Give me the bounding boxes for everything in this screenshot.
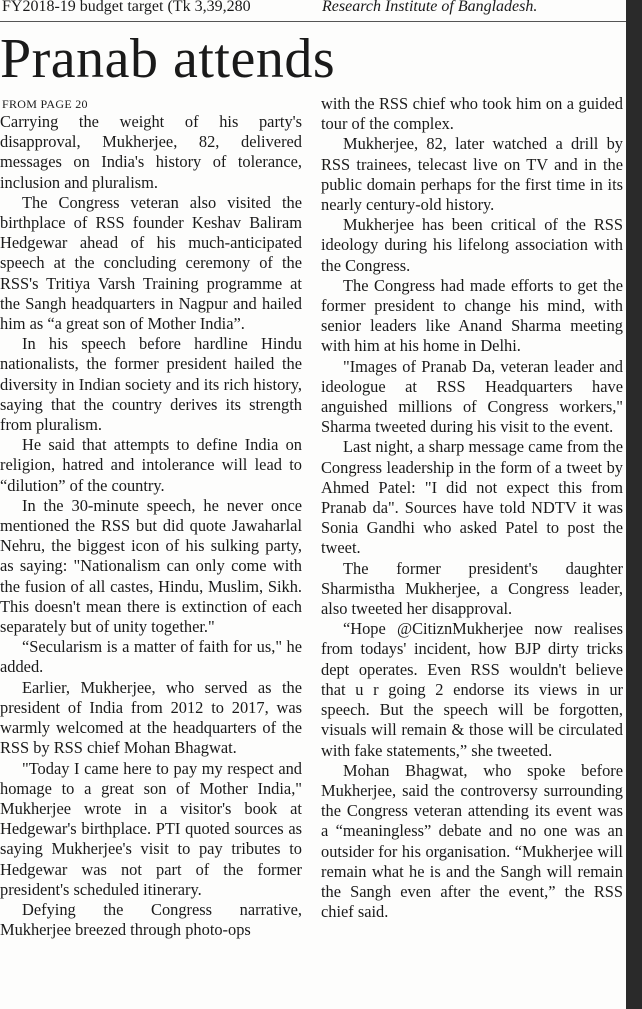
section-divider bbox=[0, 21, 626, 22]
article-headline: Pranab attends bbox=[0, 28, 336, 90]
jump-label: FROM PAGE 20 bbox=[2, 97, 88, 111]
paragraph: Mohan Bhagwat, who spoke before Mukherjee, said the controversy surrounding the Congress veteran attending its event was a “meaningless” debate and no one was an outsider for his organisation. “Mukherjee will remain what he is and the Sangh will remain the Sangh even after the event,” the RSS chief said. bbox=[321, 760, 623, 922]
paragraph: “Hope @CitiznMukherjee now realises from todays' incident, how BJP dirty tricks dept operates. Even RSS wouldn't believe that u r going 2 endorse its views in ur speech. But the speech will be forgotten, visuals will remain & those will be circulated with fake statements,” she tweeted. bbox=[321, 619, 623, 760]
previous-article-strip bbox=[0, 0, 626, 20]
paragraph: with the RSS chief who took him on a guided tour of the complex. bbox=[321, 94, 623, 134]
paragraph: Mukherjee, 82, later watched a drill by RSS trainees, telecast live on TV and in the public domain perhaps for the first time in its nearly century-old history. bbox=[321, 134, 623, 215]
paragraph: "Today I came here to pay my respect and homage to a great son of Mother India," Mukherjee wrote in a visitor's book at Hedgewar's birthplace. PTI quoted sources as saying Mukherjee's visit to pay tributes to Hedgewar was not part of the former president's scheduled itinerary. bbox=[0, 758, 302, 899]
paragraph: In his speech before hardline Hindu nationalists, the former president hailed the diversity in Indian society and its rich history, saying that the country derives its strength from pluralism. bbox=[0, 334, 302, 435]
paragraph: The Congress veteran also visited the birthplace of RSS founder Keshav Baliram Hedgewar ahead of his much-anticipated speech at the concluding ceremony of the RSS's Tritiya Varsh Training programme at the Sangh headquarters in Nagpur and hailed him as “a great son of Mother India”. bbox=[0, 192, 302, 334]
paragraph: “Secularism is a matter of faith for us," he added. bbox=[0, 637, 302, 677]
page-edge-shadow bbox=[626, 0, 642, 1009]
paragraph: He said that attempts to define India on religion, hatred and intolerance will lead to “dilution” of the country. bbox=[0, 435, 302, 495]
previous-article-fragment-right: Research Institute of Bangladesh. bbox=[322, 0, 538, 15]
paragraph: The former president's daughter Sharmistha Mukherjee, a Congress leader, also tweeted her disapproval. bbox=[321, 558, 623, 619]
paragraph: In the 30-minute speech, he never once mentioned the RSS but did quote Jawaharlal Nehru, the biggest icon of his sulking party, as saying: "Nationalism can only come with the fusion of all castes, Hindu, Muslim, Sikh. This doesn't mean there is extinction of each separately but of unity together." bbox=[0, 495, 302, 637]
paragraph: The Congress had made efforts to get the former president to change his mind, with senior leaders like Anand Sharma meeting with him at his home in Delhi. bbox=[321, 275, 623, 356]
paragraph: Earlier, Mukherjee, who served as the president of India from 2012 to 2017, was warmly welcomed at the headquarters of the RSS by RSS chief Mohan Bhagwat. bbox=[0, 677, 302, 758]
paragraph: Mukherjee has been critical of the RSS ideology during his lifelong association with the Congress. bbox=[321, 215, 623, 275]
article-column-left bbox=[0, 94, 302, 1009]
paragraph: Defying the Congress narrative, Mukherjee breezed through photo-ops bbox=[0, 899, 302, 940]
paragraph: Carrying the weight of his party's disapproval, Mukherjee, 82, delivered messages on India's history of tolerance, inclusion and pluralism. bbox=[0, 112, 302, 192]
paragraph: Last night, a sharp message came from the Congress leadership in the form of a tweet by Ahmed Patel: "I did not expect this from Pranab da". Sources have told NDTV it was Sonia Gandhi who asked Patel to post the tweet. bbox=[321, 437, 623, 558]
previous-article-fragment-left: FY2018-19 budget target (Tk 3,39,280 bbox=[2, 0, 251, 15]
article-column-right bbox=[321, 94, 623, 1009]
paragraph: "Images of Pranab Da, veteran leader and ideologue at RSS Headquarters have anguished millions of Congress workers," Sharma tweeted during his visit to the event. bbox=[321, 356, 623, 437]
